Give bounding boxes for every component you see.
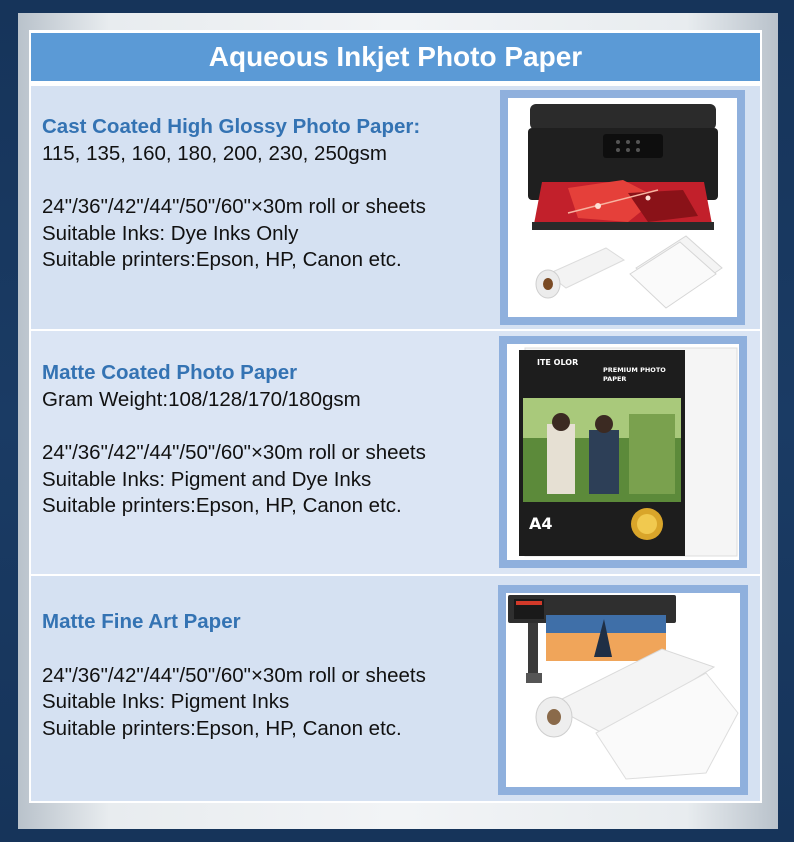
page-title: Aqueous Inkjet Photo Paper — [31, 33, 760, 81]
product-text — [42, 114, 426, 274]
product-weights: 115, 135, 160, 180, 200, 230, 250gsm — [42, 141, 387, 165]
product-text — [42, 360, 426, 520]
product-row-fine-art — [31, 576, 760, 801]
product-text — [42, 609, 426, 742]
product-weights: Gram Weight:108/128/170/180gsm — [42, 387, 361, 411]
product-title: Matte Coated Photo Paper — [42, 361, 298, 384]
product-image-frame — [500, 90, 745, 325]
product-row-matte-coated — [31, 331, 760, 574]
product-row-glossy — [31, 86, 760, 329]
product-printers: Suitable printers:Epson, HP, Canon etc. — [42, 248, 402, 271]
product-inks: Suitable Inks: Pigment Inks — [42, 690, 290, 713]
wide-format-printer-image — [506, 593, 740, 787]
photo-paper-package-image — [507, 344, 739, 560]
product-size: 24"/36"/42"/44"/50"/60"×30m roll or sheets — [42, 195, 426, 218]
brand-logo: ITE OLOR — [537, 358, 579, 367]
product-printers: Suitable printers:Epson, HP, Canon etc. — [42, 494, 402, 517]
product-inks: Suitable Inks: Pigment and Dye Inks — [42, 467, 372, 491]
product-inks: Suitable Inks: Dye Inks Only — [42, 221, 299, 245]
product-title: Cast Coated High Glossy Photo Paper: — [42, 115, 421, 138]
product-image-frame — [498, 585, 748, 795]
product-image-frame — [499, 336, 747, 568]
product-title: Matte Fine Art Paper — [42, 610, 241, 633]
product-size: 24"/36"/42"/44"/50"/60"×30m roll or sheets — [42, 663, 426, 687]
package-label: PREMIUM PHOTO PAPER — [603, 366, 666, 383]
product-size: 24"/36"/42"/44"/50"/60"×30m roll or sheets — [42, 441, 426, 464]
printer-photo-image — [508, 98, 737, 317]
product-printers: Suitable printers:Epson, HP, Canon etc. — [42, 716, 402, 740]
package-size-mark: A4 — [529, 514, 553, 533]
